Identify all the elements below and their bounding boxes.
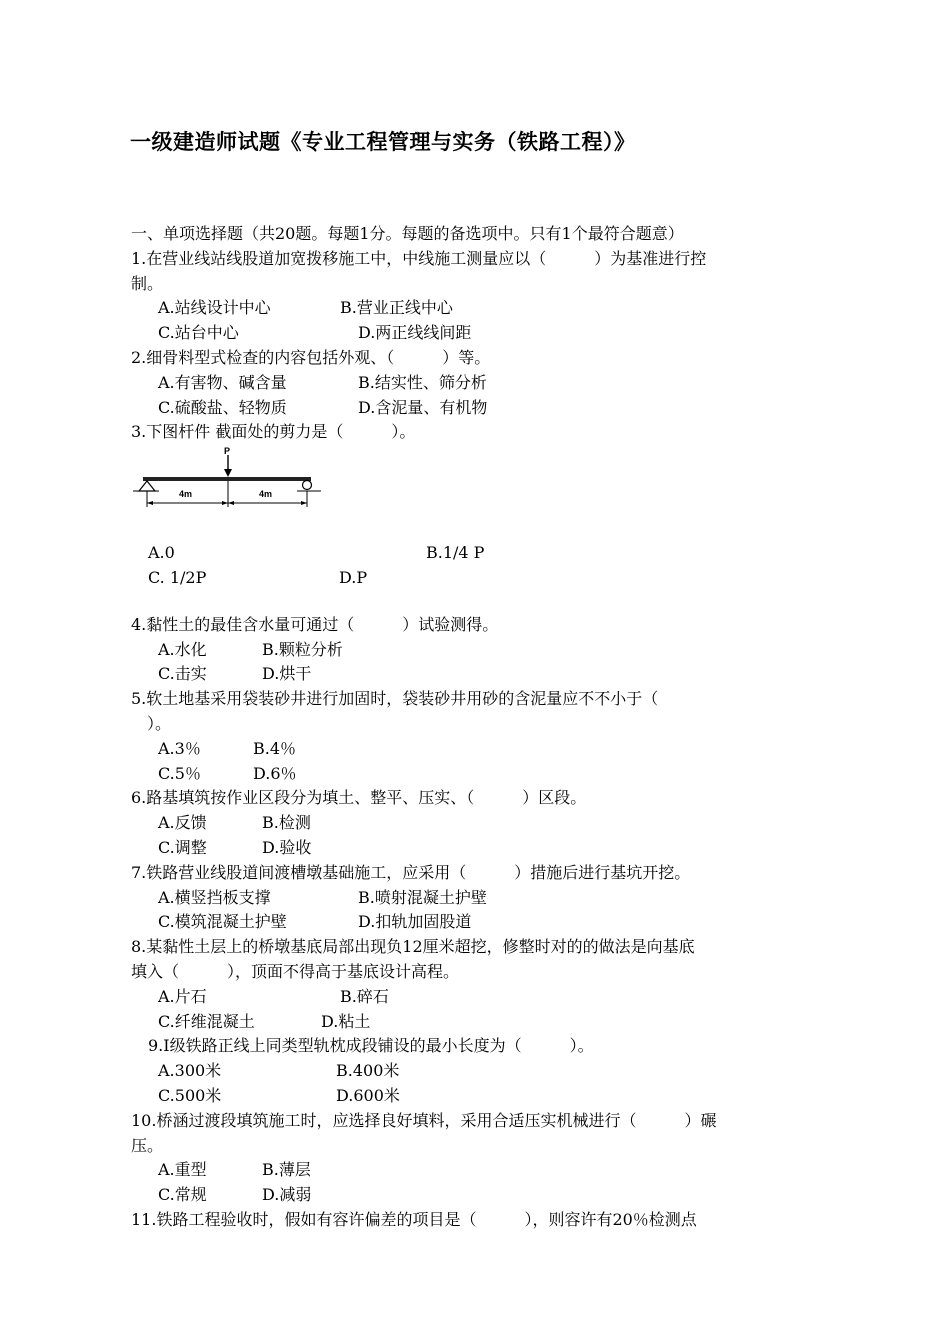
option-row <box>131 1059 831 1084</box>
option: C.击实 <box>158 664 207 684</box>
question-stem: 填入（ ），顶面不得高于基底设计高程。 <box>131 961 460 981</box>
option-row <box>131 910 831 935</box>
question-stem: 9.Ⅰ级铁路正线上同类型轨枕成段铺设的最小长度为（ ）。 <box>148 1036 594 1056</box>
option: A.站线设计中心 <box>158 298 271 318</box>
question-stem: ）。 <box>131 713 172 733</box>
option: D.扣轨加固股道 <box>358 912 472 932</box>
question-stem: 8.某黏性土层上的桥墩基底局部出现负12厘米超挖，修整时对的的做法是向基底 <box>131 937 695 957</box>
option: C.站台中心 <box>158 323 239 343</box>
option-row <box>131 811 831 836</box>
option: B.检测 <box>262 813 311 833</box>
option: A.0 <box>148 543 175 563</box>
option: A.重型 <box>158 1160 207 1180</box>
beam-diagram <box>131 445 331 541</box>
roller-support <box>303 481 312 490</box>
option-row <box>131 886 831 911</box>
option-row <box>131 836 831 861</box>
option: D.P <box>339 567 368 587</box>
document-title: 一级建造师试题《专业工程管理与实务（铁路工程）》 <box>130 130 636 154</box>
option: D.减弱 <box>262 1185 312 1205</box>
question-stem: 11.铁路工程验收时，假如有容许偏差的项目是（ ），则容许有20％检测点 <box>131 1209 697 1229</box>
span-right-label: 4m <box>259 489 273 500</box>
option-row <box>131 566 831 591</box>
option: C.硫酸盐、轻物质 <box>158 397 287 417</box>
pin-support <box>139 481 155 491</box>
question-stem: 3.下图杆件 截面处的剪力是（ ）。 <box>131 422 416 442</box>
option: A.有害物、碱含量 <box>158 372 287 392</box>
question-stem: 制。 <box>131 273 164 293</box>
question-stem: 1.在营业线站线股道加宽拨移施工中，中线施工测量应以（ ）为基准进行控 <box>131 248 707 268</box>
option-row <box>131 396 831 421</box>
option-row <box>131 985 831 1010</box>
span-left-label: 4m <box>179 489 193 500</box>
option: B.喷射混凝土护壁 <box>358 887 487 907</box>
option-row <box>131 321 831 346</box>
option: D.含泥量、有机物 <box>358 397 488 417</box>
option: C.常规 <box>158 1185 207 1205</box>
question-stem: 5.软土地基采用袋装砂井进行加固时，袋装砂井用砂的含泥量应不不小于（ <box>131 689 659 709</box>
option: A.反馈 <box>158 813 207 833</box>
option: B.4％ <box>253 738 297 758</box>
option: C.调整 <box>158 837 207 857</box>
option-row <box>131 1010 831 1035</box>
option: D.烘干 <box>262 664 312 684</box>
option: D.两正线线间距 <box>358 323 472 343</box>
option: D.验收 <box>262 837 312 857</box>
question-stem: 7.铁路营业线股道间渡槽墩基础施工，应采用（ ）措施后进行基坑开挖。 <box>131 862 691 882</box>
option: D.6％ <box>253 763 297 783</box>
load-arrowhead <box>224 469 232 477</box>
option-row <box>131 737 831 762</box>
option: B.1/4 P <box>426 543 485 563</box>
option: B.400米 <box>336 1061 400 1081</box>
question-stem: 6.路基填筑按作业区段分为填土、整平、压实、（ ）区段。 <box>131 788 587 808</box>
option: C.5％ <box>158 763 201 783</box>
option: A.水化 <box>158 639 207 659</box>
option-row <box>131 1158 831 1183</box>
option-row <box>131 1183 831 1208</box>
question-stem: 4.黏性土的最佳含水量可通过（ ）试验测得。 <box>131 614 499 634</box>
option-row <box>131 296 831 321</box>
option-row <box>131 371 831 396</box>
option: C.500米 <box>158 1085 222 1105</box>
option: B.薄层 <box>262 1160 311 1180</box>
section-header: 一、单项选择题（共20题。每题1分。每题的备选项中。只有1个最符合题意） <box>131 224 684 243</box>
option: A.3％ <box>158 738 201 758</box>
option-row <box>131 662 831 687</box>
beam-figure <box>131 445 831 541</box>
option: B.碎石 <box>340 986 389 1006</box>
load-label: P <box>224 446 231 457</box>
option: C.模筑混凝土护壁 <box>158 912 287 932</box>
option: B.结实性、筛分析 <box>358 372 487 392</box>
option: B.颗粒分析 <box>262 639 343 659</box>
option: A.300米 <box>158 1061 222 1081</box>
option: D.粘土 <box>321 1011 371 1031</box>
option: A.片石 <box>158 986 207 1006</box>
option-row <box>131 638 831 663</box>
option: D.600米 <box>336 1085 400 1105</box>
option-row <box>131 541 831 566</box>
option-row <box>131 762 831 787</box>
option: A.横竖挡板支撑 <box>158 887 271 907</box>
question-stem: 10.桥涵过渡段填筑施工时，应选择良好填料，采用合适压实机械进行（ ）碾 <box>131 1110 717 1130</box>
question-stem: 2.细骨料型式检查的内容包括外观、（ ）等。 <box>131 347 491 367</box>
option: C.纤维混凝土 <box>158 1011 255 1031</box>
option: B.营业正线中心 <box>340 298 453 318</box>
option: C. 1/2P <box>148 567 207 587</box>
question-stem: 压。 <box>131 1135 164 1155</box>
beam <box>143 477 311 481</box>
question-list <box>131 222 831 1233</box>
option-row <box>131 1084 831 1109</box>
